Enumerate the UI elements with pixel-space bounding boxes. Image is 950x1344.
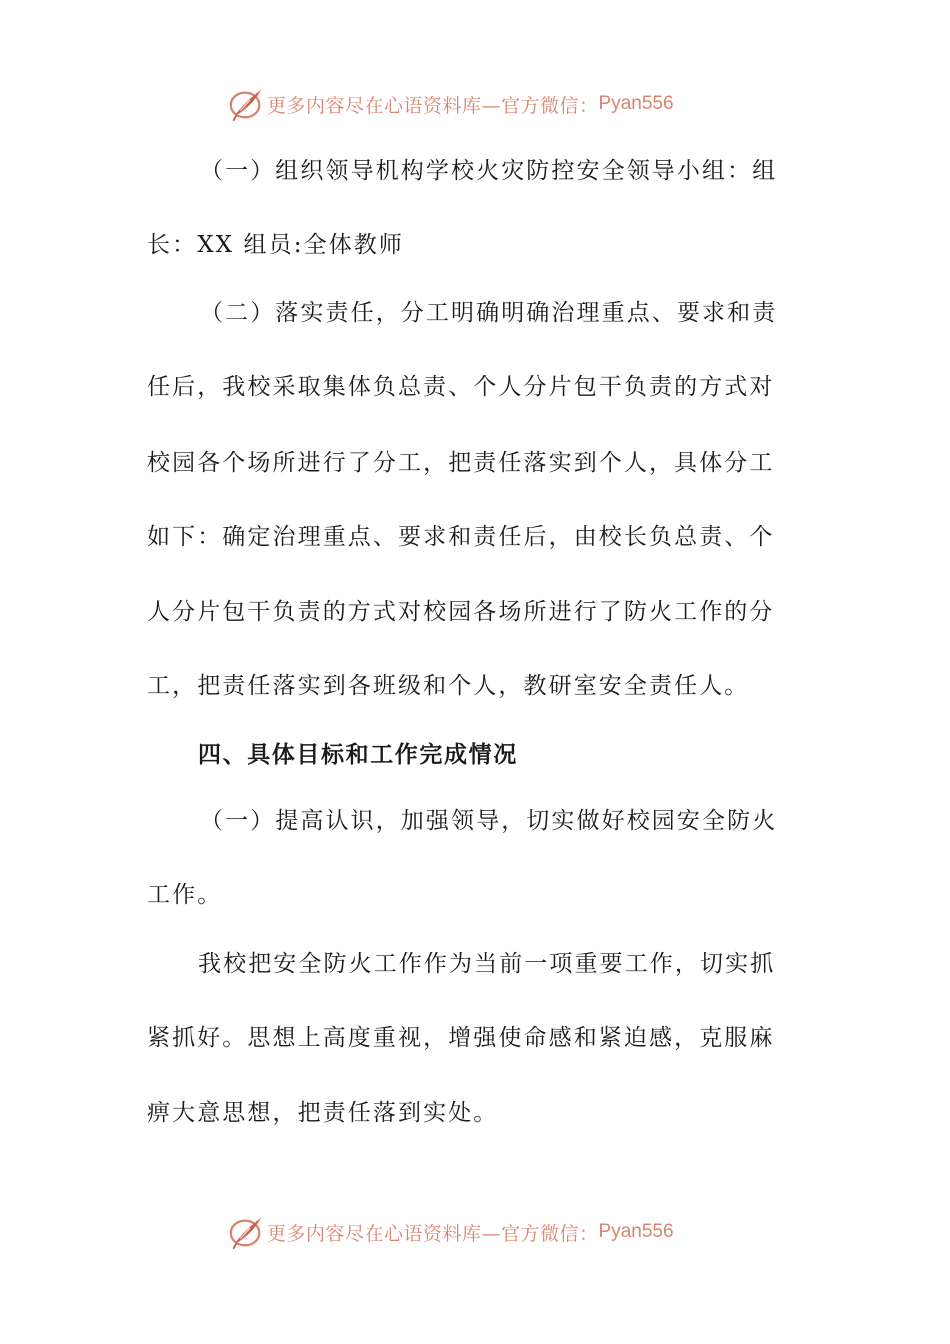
paragraph-line: 紧抓好。思想上高度重视，增强使命感和紧迫感，克服麻 <box>147 1025 775 1051</box>
paragraph-line: 校园各个场所进行了分工，把责任落实到个人，具体分工 <box>147 450 775 476</box>
paragraph-line: 痹大意思想，把责任落到实处。 <box>147 1100 499 1126</box>
quill-logo-icon <box>227 85 265 123</box>
banner-wechat-id: Pyan556 <box>598 1221 674 1242</box>
paragraph-line: 我校把安全防火工作作为当前一项重要工作，切实抓 <box>198 951 776 977</box>
header-banner <box>227 84 674 124</box>
paragraph-line: 长：XX 组员:全体教师 <box>147 232 405 258</box>
paragraph-line: （一）提高认识，加强领导，切实做好校园安全防火 <box>200 808 778 834</box>
paragraph-line: （一）组织领导机构学校火灾防控安全领导小组：组 <box>200 158 778 184</box>
banner-text: 更多内容尽在心语资料库—官方微信： <box>267 94 599 117</box>
paragraph-line: 工，把责任落实到各班级和个人，教研室安全责任人。 <box>147 673 750 699</box>
banner-wechat-id: Pyan556 <box>598 93 674 114</box>
footer-banner <box>227 1212 674 1252</box>
section-heading: 四、具体目标和工作完成情况 <box>198 742 518 768</box>
banner-text: 更多内容尽在心语资料库—官方微信： <box>267 1222 599 1245</box>
quill-logo-icon <box>227 1213 265 1251</box>
paragraph-line: 工作。 <box>147 882 223 908</box>
paragraph-line: （二）落实责任，分工明确明确治理重点、要求和责 <box>200 300 778 326</box>
paragraph-line: 任后，我校采取集体负总责、个人分片包干负责的方式对 <box>147 374 775 400</box>
paragraph-line: 人分片包干负责的方式对校园各场所进行了防火工作的分 <box>147 599 775 625</box>
paragraph-line: 如下：确定治理重点、要求和责任后，由校长负总责、个 <box>147 524 775 550</box>
